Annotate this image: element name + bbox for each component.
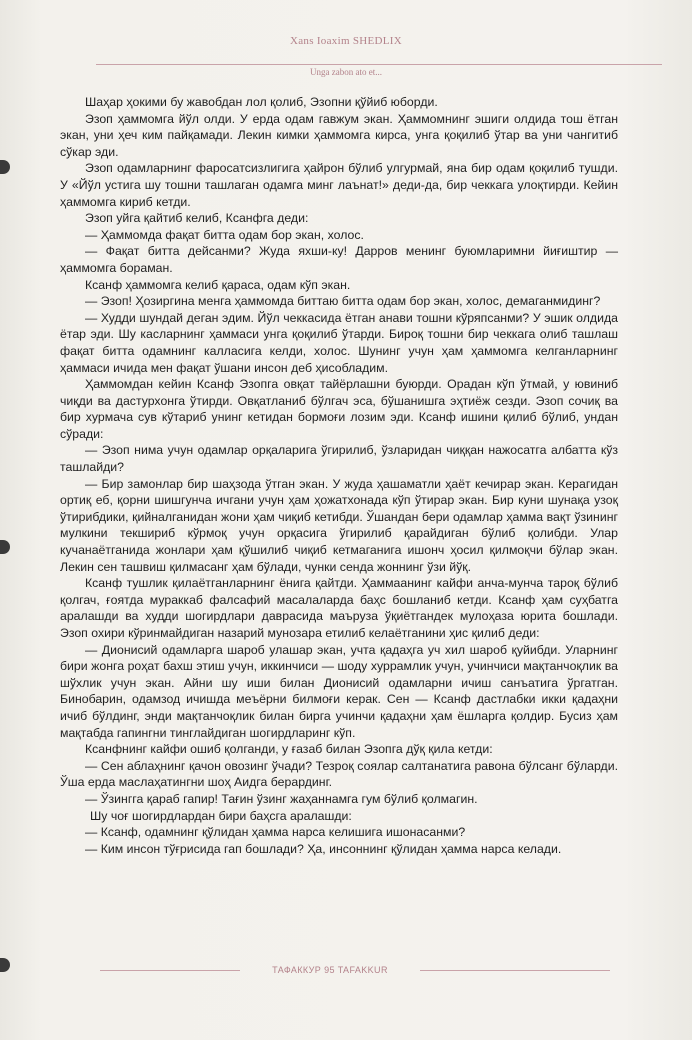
paragraph: — Худди шундай деган эдим. Йўл чеккасида ётган анави тошни кўряпсанми? У эшик олдида ётар эди. Шу касларнинг ҳаммаси унга қоқилиб ўтарди. Бироқ тошни бир чеккага олиб ташлаш фақат битта одамнинг калласига келди, холос. Шунинг учун ҳам ҳаммомга келганларнинг ҳаммаси ичида мен фақат ўшани инсон деб ҳисобладим. bbox=[60, 310, 618, 375]
paragraph: — Эзоп! Ҳозиргина менга ҳаммомда биттаю битта одам бор экан, холос, демаганмидинг? bbox=[85, 294, 601, 309]
paragraph: — Сен аблаҳнинг қачон овозинг ўчади? Тезроқ соялар салтанатига равона бўлсанг бўларди. Ўша ерда маслаҳатингни шоҳ Аидга берардинг. bbox=[60, 758, 618, 790]
page-footer bbox=[0, 963, 692, 977]
page-header bbox=[0, 34, 692, 48]
paragraph: — Ким инсон тўғрисида гап бошлади? Ҳа, инсоннинг қўлидан ҳамма нарса келади. bbox=[85, 841, 562, 856]
running-head-subtitle: Unga zabon ato et... bbox=[310, 67, 382, 77]
punch-hole-top bbox=[0, 160, 10, 174]
header-rule bbox=[96, 64, 662, 65]
paragraph: — Фақат битта дейсанми? Жуда яхши-ку! Дарров менинг буюмларимни йиғиштир — ҳаммомга бораман. bbox=[60, 244, 618, 275]
paragraph: Ксанф тушлик қилаётганларнинг ёнига қайтди. Ҳаммаанинг кайфи анча-мунча тароқ бўлиб қолгач, ғоятда мураккаб фалсафий масалаларда баҳс бошланиб кетди. Ксанф ҳам суҳбатга аралашди ва худди шогирдлари даврасида маъруза ўқиётгандек мулоҳаза юрита бошлади. Эзоп охири кўринмайдиган назарий мунозара етилиб келаётганини ҳис қилиб деди: bbox=[60, 576, 618, 640]
paragraph: — Ҳаммомда фақат битта одам бор экан, холос. bbox=[85, 227, 364, 242]
paragraph: — Ўзингга қараб гапир! Тағин ўзинг жаҳаннамга гум бўлиб қолмагин. bbox=[85, 791, 478, 806]
paragraph: Шаҳар ҳокими бу жавобдан лол қолиб, Эзопни қўйиб юборди. bbox=[85, 95, 438, 109]
paragraph: Ксанф ҳаммомга келиб қараса, одам кўп экан. bbox=[85, 277, 351, 292]
footer-rule-left bbox=[100, 970, 240, 971]
paragraph: Эзоп одамларнинг фаросатсизлигига ҳайрон бўлиб улгурмай, яна бир одам қоқилиб тушди. У «Йўл устига шу тошни ташлаган одамга минг лаънат!» деди-да, бир чеккага улоқтирди. Кейин ҳаммомга кириб кетди. bbox=[60, 161, 618, 209]
paragraph: Эзоп уйга қайтиб келиб, Ксанфга деди: bbox=[85, 211, 309, 226]
body-text bbox=[60, 94, 618, 857]
paragraph: Эзоп ҳаммомга йўл олди. У ерда одам гавжум экан. Ҳаммомнинг эшиги олдида тош ётган экан, уни ҳеч ким пайқамади. Лекин кимки ҳаммомга кирса, унга қоқилиб ўтар ва уни чангитиб сўкар эди. bbox=[60, 111, 618, 159]
punch-hole-middle bbox=[0, 540, 10, 554]
paragraph: Шу чоғ шогирдлардан бири баҳсга аралашди: bbox=[90, 808, 352, 823]
footer-page-number: ТАФАККУР 95 TAFAKKUR bbox=[272, 965, 388, 975]
running-head-author: Xans Ioaxim SHEDLIX bbox=[289, 35, 402, 47]
paragraph: — Бир замонлар бир шаҳзода ўтган экан. У жуда ҳашаматли ҳаёт кечирар экан. Керагидан ортиқ еб, қорни шишгунча ичгани учун ҳам ҳожатхонада кўп ўтирар экан. Бир куни шунақа узоқ ўтирибдики, қийналганидан жони ҳам чиқиб кетибди. Ўшандан бери одамлар ҳамма вақт ўзининг мулкини текшириб кўрмоқ учун орқасига ўгирилиб қарайдиган бўлиб қолибди. Улар кучанаётганида жонлари ҳам қўшилиб чиқиб кетмаганига ишонч ҳосил қилмоқчи бўлар экан. Лекин сен ташвиш қилмасанг ҳам бўлади, чунки сенда жоннинг ўзи йўқ. bbox=[60, 476, 618, 574]
paragraph: Ҳаммомдан кейин Ксанф Эзопга овқат тайёрлашни буюрди. Орадан кўп ўтмай, у ювиниб чиқди ва дастурхонга ўтирди. Овқатланиб бўлгач эса, бўшанишга эҳтиёж сезди. Эзоп сочиқ ва бир хурмача сув кўтариб унинг кетидан бормоғи лозим эди. Ксанф ишини қилиб бўлиб, ундан сўради: bbox=[60, 377, 618, 441]
paragraph: — Ксанф, одамнинг қўлидан ҳамма нарса келишига ишонасанми? bbox=[85, 825, 466, 840]
paragraph: — Эзоп нима учун одамлар орқаларига ўгирилиб, ўзларидан чиққан нажосатга албатта кўз ташлайди? bbox=[60, 443, 618, 475]
paragraph: Ксанфнинг кайфи ошиб қолганди, у ғазаб билан Эзопга дўқ қила кетди: bbox=[85, 742, 493, 757]
footer-rule-right bbox=[420, 970, 610, 971]
paragraph: — Дионисий одамларга шароб улашар экан, учта қадаҳга уч хил шароб қуйибди. Уларнинг бири жонга роҳат бахш этиш учун, иккинчиси — шоду хуррамлик учун, учинчиси мақтанчоқлик ва шўхлик учун экан. Айни шу иши билан Дионисий одамларни ичиш санъатига ўргатган. Бинобарин, одамзод ичишда меъёрни билмоғи керак. Сен — Ксанф дастлабки икки қадаҳни ичиб бўлдинг, энди мақтанчоқлик билан бирга учинчи қадаҳни ҳам ёшларга қолдир. Бусиз ҳам мақтабда гапингни тинглайдиган шогирдларинг кўп. bbox=[60, 642, 618, 740]
